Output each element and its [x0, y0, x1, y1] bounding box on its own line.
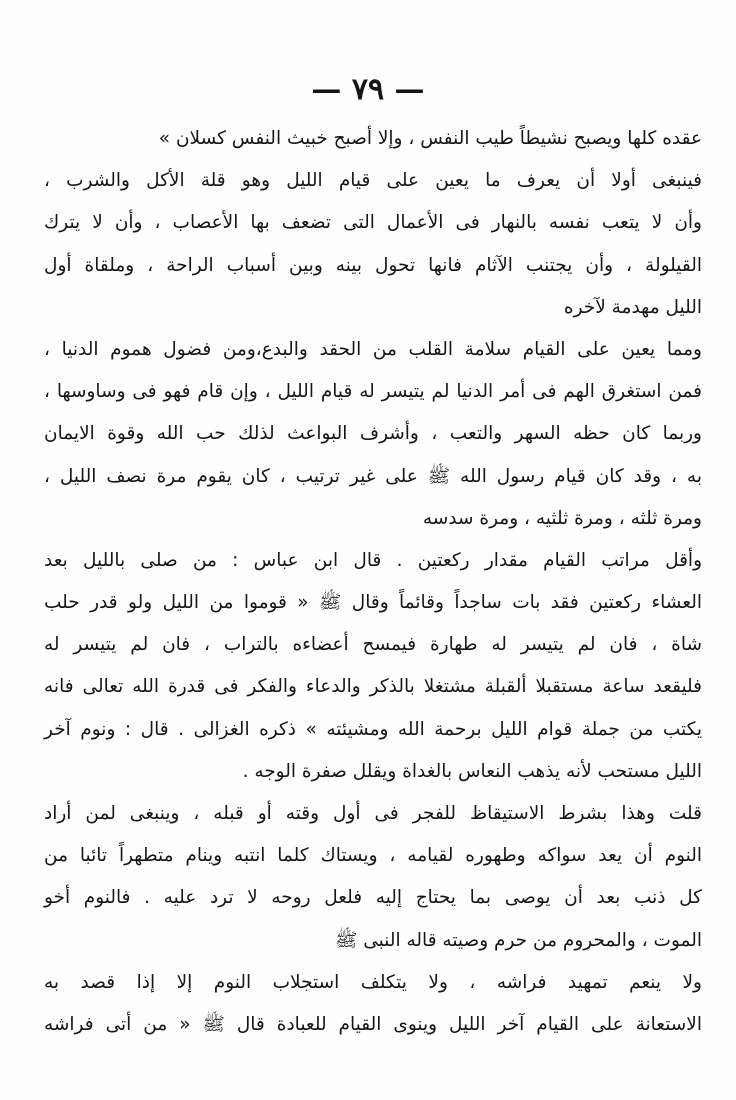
- text-line: قلت وهذا بشرط الاستيقاظ للفجر فى أول وقته أو قبله ، وينبغى لمن أراد: [44, 803, 702, 824]
- text-line: الموت ، والمحروم من حرم وصيته قاله النبى ﷺ: [335, 929, 702, 951]
- text-line: فليقعد ساعة مستقبلا ألقبلة مشتغلا بالذكر والدعاء والفكر فى قدرة الله تعالى فانه: [44, 676, 702, 698]
- text-line: النوم أن يعد سواكه وطهوره لقيامه ، ويستاك كلما انتبه وينام متطهراً تائبا من: [44, 845, 702, 867]
- text-line: الليل مهدمة لآخره: [563, 296, 702, 318]
- text-line: فينبغى أولا أن يعرف ما يعين على قيام الليل وهو قلة الأكل والشرب ،: [44, 170, 702, 192]
- text-line: عقده كلها ويصبح نشيطاً طيب النفس ، وإلا أصبح خبيث النفس كسلان »: [158, 128, 702, 149]
- text-line: وأقل مراتب القيام مقدار ركعتين . قال ابن عباس : من صلى بالليل بعد: [44, 549, 702, 571]
- text-line: به ، وقد كان قيام رسول الله ﷺ على غير ترتيب ، كان يقوم مرة نصف الليل ،: [44, 465, 702, 487]
- text-line: وأن لا يتعب نفسه بالنهار فى الأعمال التى تضعف بها الأعصاب ، وأن لا يترك: [44, 212, 702, 234]
- text-line: ولا ينعم تمهيد فراشه ، ولا يتكلف استجلاب النوم إلا إذا قصد به: [44, 971, 702, 993]
- text-line: وربما كان حظه السهر والتعب ، وأشرف البواعث لذلك حب الله وقوة الايمان: [44, 423, 702, 445]
- text-line: الاستعانة على القيام آخر الليل وينوى القيام للعبادة قال ﷺ « من أتى فراشه: [44, 1013, 702, 1035]
- page-number: — ٧٩ —: [311, 72, 425, 107]
- text-line: فمن استغرق الهم فى أمر الدنيا لم يتيسر له قيام الليل ، وإن قام فهو فى وساوسها ،: [44, 381, 702, 403]
- text-line: القيلولة ، وأن يجتنب الآثام فانها تحول بينه وبين أسباب الراحة ، وملقاة أول: [44, 254, 702, 276]
- body-text: [44, 118, 702, 1046]
- text-line: العشاء ركعتين فقد بات ساجداً وقائماً وقال ﷺ « قوموا من الليل ولو قدر حلب: [44, 592, 702, 614]
- text-line: الليل مستحب لأنه يذهب النعاس بالغداة ويقلل صفرة الوجه .: [242, 760, 702, 782]
- text-line: ومما يعين على القيام سلامة القلب من الحقد والبدع،ومن فضول هموم الدنيا ،: [44, 338, 702, 360]
- text-line: يكتب من جملة قوام الليل برحمة الله ومشيئته » ذكره الغزالى . قال : ونوم آخر: [44, 718, 702, 740]
- text-line: شاة ، فان لم يتيسر له طهارة فيمسح أعضاءه بالتراب ، فان لم يتيسر له: [44, 634, 702, 656]
- text-line: ومرة ثلثه ، ومرة ثلثيه ، ومرة سدسه: [422, 507, 702, 529]
- text-line: كل ذنب بعد أن يوصى بما يحتاج إليه فلعل روحه لا ترد عليه . فالنوم أخو: [44, 887, 702, 909]
